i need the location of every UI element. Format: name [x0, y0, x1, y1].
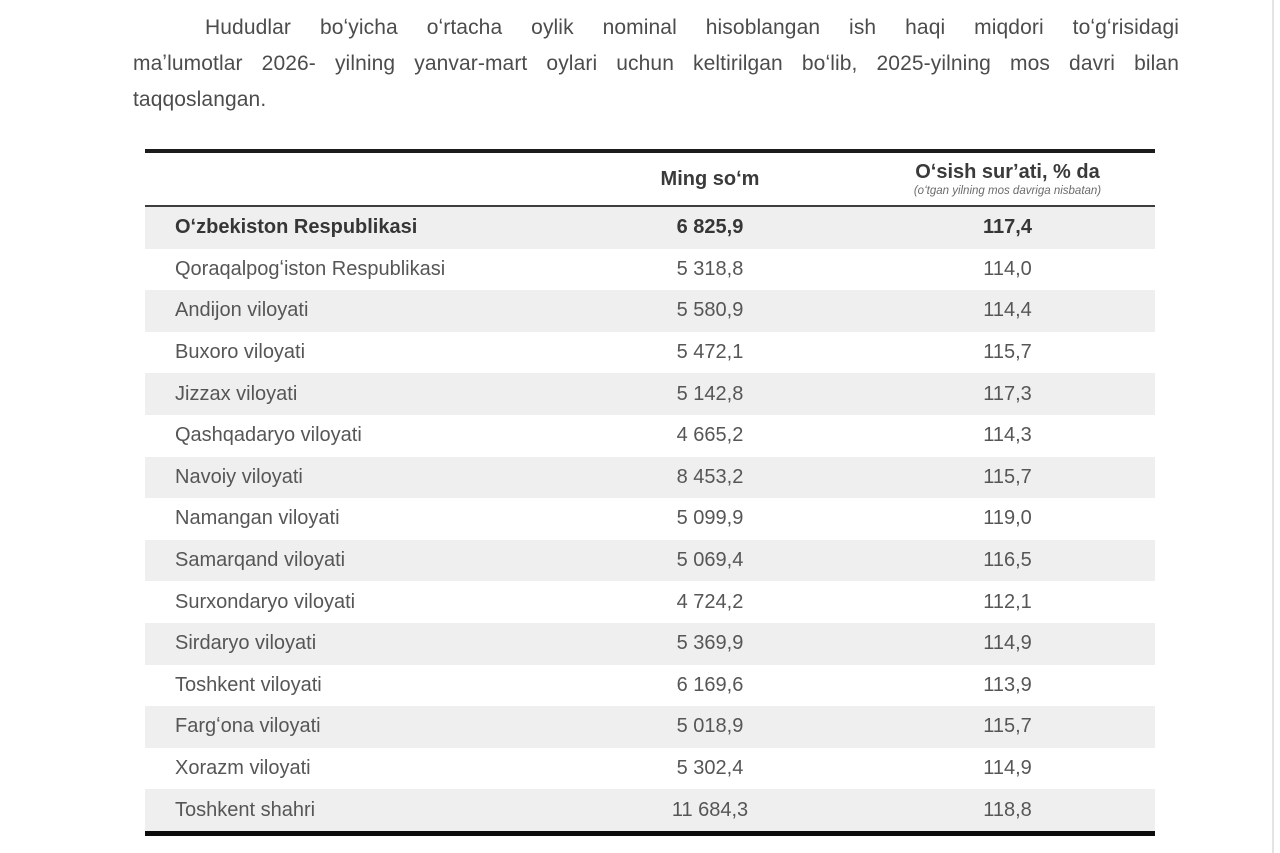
growth-cell: 114,0	[983, 257, 1032, 280]
intro-paragraph	[133, 10, 1179, 118]
region-cell: Qoraqalpogʻiston Respublikasi	[175, 257, 446, 280]
table-row	[145, 332, 1155, 374]
intro-line: taqqoslangan.	[133, 88, 267, 111]
amount-cell: 5 580,9	[676, 299, 744, 322]
region-cell: Fargʻona viloyati	[175, 715, 321, 738]
region-column-header	[145, 153, 560, 205]
table-row	[145, 665, 1155, 707]
table-row	[145, 498, 1155, 540]
table-row	[145, 290, 1155, 332]
amount-cell: 8 453,2	[676, 465, 744, 488]
table-header	[145, 153, 1155, 207]
table-row	[145, 540, 1155, 582]
region-cell: Toshkent shahri	[175, 798, 316, 821]
page-edge-divider	[1272, 0, 1274, 853]
amount-cell: 5 318,8	[676, 257, 744, 280]
table-row	[145, 415, 1155, 457]
amount-column-header: Ming soʻm	[660, 167, 760, 190]
table-row	[145, 748, 1155, 790]
growth-cell: 115,7	[983, 715, 1032, 738]
amount-cell: 4 724,2	[676, 590, 744, 613]
amount-cell: 6 825,9	[676, 216, 744, 239]
growth-cell: 114,4	[983, 299, 1032, 322]
region-cell: Qashqadaryo viloyati	[175, 424, 362, 447]
region-cell: Samarqand viloyati	[175, 549, 346, 572]
growth-cell: 115,7	[983, 465, 1032, 488]
region-cell: Toshkent viloyati	[175, 673, 322, 696]
table-row	[145, 457, 1155, 499]
intro-line: maʼlumotlar 2026- yilning yanvar-mart oylari uchun keltirilgan boʻlib, 2025-yilning mos davri bilan	[133, 52, 1179, 75]
region-cell: Buxoro viloyati	[175, 341, 306, 364]
intro-line: Hududlar boʻyicha oʻrtacha oylik nominal hisoblangan ish haqi miqdori toʻgʻrisidagi	[205, 16, 1179, 39]
table-row	[145, 249, 1155, 291]
table-row	[145, 373, 1155, 415]
growth-cell: 114,9	[983, 757, 1032, 780]
growth-cell: 113,9	[983, 673, 1032, 696]
growth-cell: 112,1	[983, 590, 1032, 613]
amount-cell: 6 169,6	[676, 673, 744, 696]
region-cell: Xorazm viloyati	[175, 757, 311, 780]
table-row	[145, 623, 1155, 665]
table-row	[145, 706, 1155, 748]
growth-cell: 115,7	[983, 341, 1032, 364]
amount-cell: 5 472,1	[676, 341, 744, 364]
region-cell: Surxondaryo viloyati	[175, 590, 356, 613]
region-cell: Namangan viloyati	[175, 507, 340, 530]
growth-cell: 114,9	[983, 632, 1032, 655]
growth-column-header	[860, 153, 1155, 205]
growth-cell: 116,5	[983, 549, 1032, 572]
amount-cell: 5 018,9	[676, 715, 744, 738]
growth-cell: 117,3	[983, 382, 1032, 405]
growth-cell: 114,3	[983, 424, 1032, 447]
table-row-total	[145, 207, 1155, 249]
amount-cell: 11 684,3	[671, 798, 749, 821]
region-cell: Navoiy viloyati	[175, 465, 303, 488]
amount-cell: 5 369,9	[676, 632, 744, 655]
growth-cell: 117,4	[983, 216, 1032, 239]
amount-cell: 5 069,4	[676, 549, 744, 572]
growth-cell: 119,0	[983, 507, 1032, 530]
growth-column-title: Oʻsish surʼati, % da	[915, 161, 1100, 183]
wage-table	[145, 149, 1155, 836]
region-cell: Jizzax viloyati	[175, 382, 298, 405]
growth-column-subtitle: (oʻtgan yilning mos davriga nisbatan)	[913, 185, 1102, 197]
region-cell: Oʻzbekiston Respublikasi	[175, 216, 418, 239]
amount-cell: 4 665,2	[676, 424, 744, 447]
growth-cell: 118,8	[983, 798, 1032, 821]
amount-cell: 5 142,8	[676, 382, 744, 405]
amount-cell: 5 302,4	[676, 757, 744, 780]
table-row	[145, 789, 1155, 831]
table-row	[145, 581, 1155, 623]
region-cell: Sirdaryo viloyati	[175, 632, 317, 655]
region-cell: Andijon viloyati	[175, 299, 309, 322]
amount-cell: 5 099,9	[676, 507, 744, 530]
